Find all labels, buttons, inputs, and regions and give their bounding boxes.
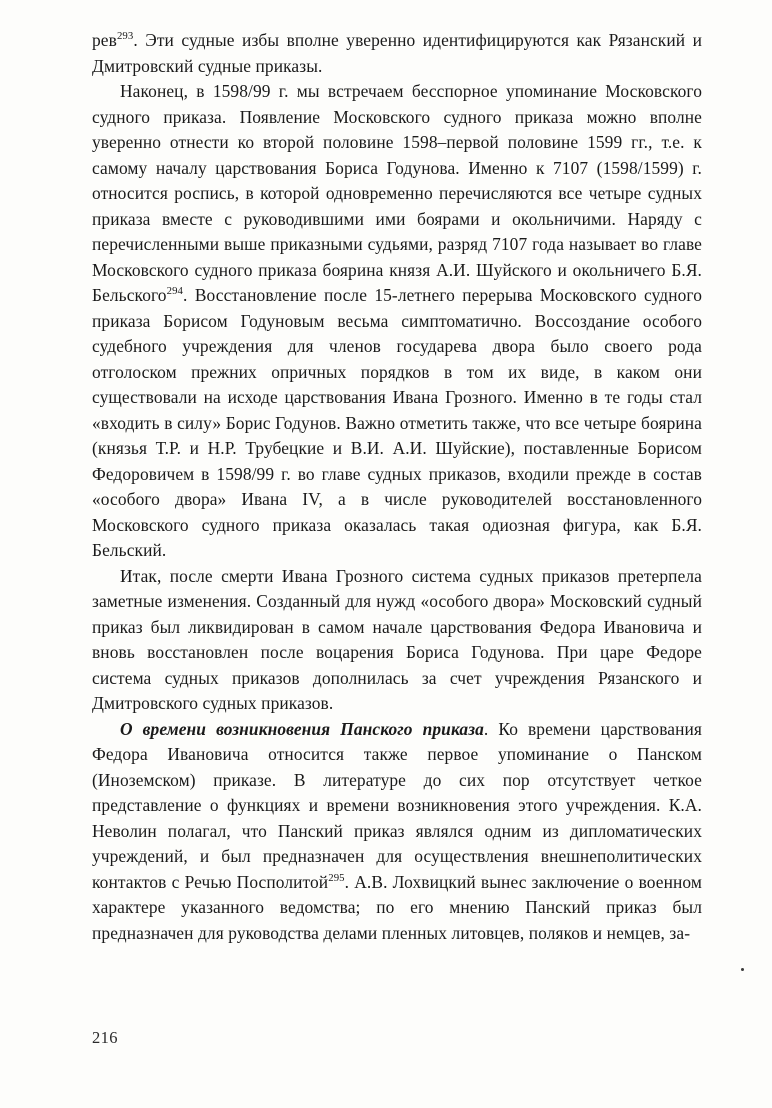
body-text-column xyxy=(92,28,702,946)
page-number: 216 xyxy=(92,1028,118,1047)
page-edge-speck xyxy=(741,968,744,971)
paragraph-section-panskiy-prikaz: О времени возникновения Панского приказа. Ко времени царствования Федора Ивановича относится также первое упоминание о Панском (Иноземском) приказе. В литературе до сих пор отсутствует четкое представление о функциях и времени возникновения этого учреждения. К.А. Неволин полагал, что Панский приказ являлся одним из дипломатических учреждений, и был предназначен для осуществления внешнеполитических контактов с Речью Посполитой$^{295}$. А.В. Лохвицкий вынес заключение о военном характере указанного ведомства; по его мнению Панский приказ был предназначен для руководства делами пленных литовцев, поляков и немцев, за- xyxy=(92,718,703,943)
paragraph: рев$^{293}$. Эти судные избы вполне уверенно идентифицируются как Рязанский и Дмитровский судные приказы. xyxy=(92,30,702,76)
paragraph: Наконец, в 1598/99 г. мы встречаем бесспорное упоминание Московского судного приказа. Появление Московского судного приказа можно вполне уверенно отнести ко второй половине 1598–первой половине 1599 гг., т.е. к самому началу царствования Бориса Годунова. Именно к 7107 (1598/1599) г. относится роспись, в которой одновременно перечисляются все четыре судных приказа вместе с руководившими ими боярами и окольничими. Наряду с перечисленными выше приказными судьями, разряд 7107 года называет во главе Московского судного приказа боярина князя А.И. Шуйского и окольничего Б.Я. Бельского$^{294}$. Восстановление после 15-летнего перерыва Московского судного приказа Борисом Годуновым весьма симптоматично. Воссоздание особого судебного учреждения для членов государева двора было своего рода отголоском прежних опричных порядков в том их виде, в каком они существовали на исходе царствования Ивана Грозного. Именно в те годы стал «входить в силу» Борис Годунов. Важно отметить также, что все четыре боярина (князья Т.Р. и Н.Р. Трубецкие и В.И. А.И. Шуйские), поставленные Борисом Федоровичем в 1598/99 г. во главе судных приказов, входили прежде в состав «особого двора» Ивана IV, а в числе руководителей восстановленного Московского судного приказа оказалась такая одиозная фигура, как Б.Я. Бельский. xyxy=(92,81,702,560)
paragraph: Итак, после смерти Ивана Грозного система судных приказов претерпела заметные изменения. Созданный для нужд «особого двора» Московский судный приказ был ликвидирован в самом начале царствования Федора Ивановича и вновь восстановлен после воцарения Бориса Годунова. При царе Федоре система судных приказов дополнилась за счет учреждения Рязанского и Дмитровского судных приказов. xyxy=(92,565,702,713)
